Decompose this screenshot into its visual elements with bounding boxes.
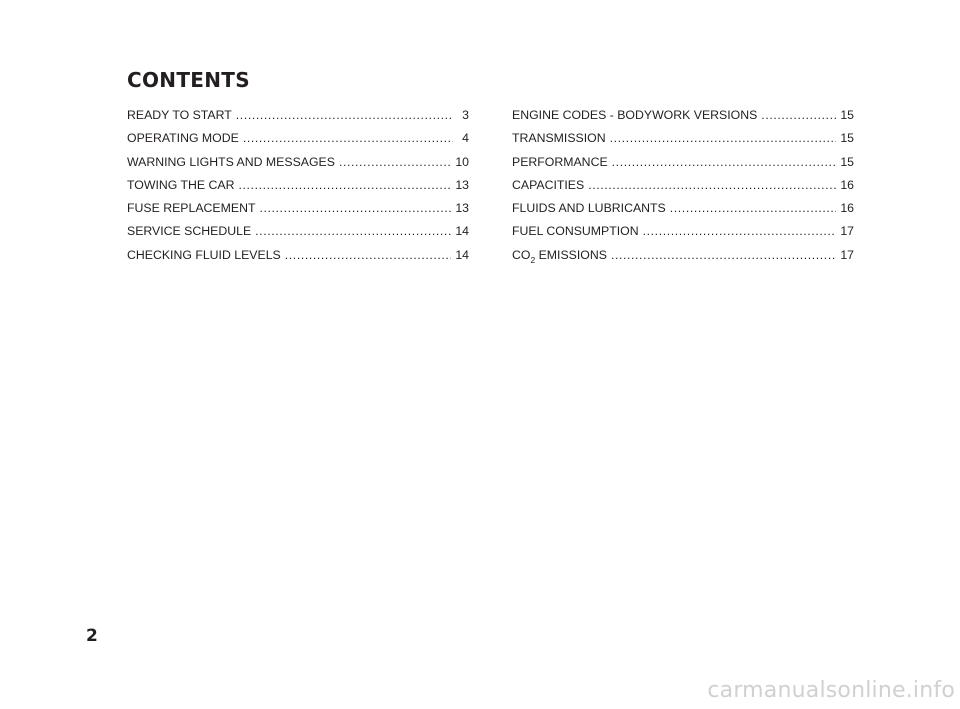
toc-entry-page: 17	[840, 247, 854, 262]
toc-entry-title: TOWING THE CAR	[127, 177, 235, 192]
toc-entry-page: 14	[455, 247, 469, 262]
toc-entry-page: 4	[462, 131, 469, 146]
page-number: 2	[86, 626, 98, 646]
watermark-text: carmanualsonline.info	[707, 678, 955, 703]
toc-entry-capacities[interactable]	[512, 176, 854, 199]
toc-entry-title: TRANSMISSION	[512, 131, 606, 146]
toc-entry-fuel-consumption[interactable]	[512, 222, 854, 245]
toc-entry-page: 15	[840, 108, 854, 122]
toc-entry-transmission[interactable]	[512, 129, 854, 152]
toc-entry-page: 15	[840, 154, 854, 169]
toc-dot-leader	[588, 176, 836, 194]
toc-title-prefix: CO	[512, 247, 531, 262]
toc-entry-page: 13	[455, 177, 469, 192]
toc-entry-engine-codes[interactable]	[512, 106, 854, 129]
toc-entry-title: OPERATING MODE	[127, 131, 239, 146]
toc-entry-ready-to-start[interactable]	[127, 106, 469, 129]
toc-title-suffix: EMISSIONS	[535, 247, 607, 262]
toc-entry-performance[interactable]	[512, 153, 854, 176]
toc-entry-page: 14	[455, 224, 469, 239]
toc-dot-leader	[255, 222, 451, 240]
toc-dot-leader	[285, 246, 452, 264]
toc-entry-title: FLUIDS AND LUBRICANTS	[512, 201, 666, 216]
toc-entry-page: 3	[462, 108, 469, 122]
toc-entry-fluids-and-lubricants[interactable]	[512, 199, 854, 222]
toc-entry-co2-emissions[interactable]	[512, 246, 854, 269]
toc-right-column	[512, 106, 854, 269]
toc-entry-warning-lights[interactable]	[127, 153, 469, 176]
toc-dot-leader	[761, 106, 836, 124]
toc-dot-leader	[643, 222, 837, 240]
toc-dot-leader	[611, 246, 836, 264]
contents-heading: CONTENTS	[127, 68, 250, 92]
toc-entry-fuse-replacement[interactable]	[127, 199, 469, 222]
toc-dot-leader	[243, 129, 453, 147]
toc-entry-title: WARNING LIGHTS AND MESSAGES	[127, 154, 335, 169]
toc-entry-towing-the-car[interactable]	[127, 176, 469, 199]
toc-dot-leader	[239, 176, 452, 194]
toc-dot-leader	[670, 199, 837, 217]
toc-entry-title: CAPACITIES	[512, 177, 585, 192]
toc-entry-title: FUEL CONSUMPTION	[512, 224, 639, 239]
toc-entry-page: 13	[455, 201, 469, 216]
toc-entry-page: 16	[840, 201, 854, 216]
toc-entry-title	[512, 246, 607, 264]
toc-dot-leader	[339, 153, 451, 171]
toc-dot-leader	[610, 129, 837, 147]
toc-entry-title: PERFORMANCE	[512, 154, 608, 169]
toc-entry-title: SERVICE SCHEDULE	[127, 224, 252, 239]
toc-dot-leader	[259, 199, 451, 217]
toc-dot-leader	[612, 153, 837, 171]
toc-entry-title: ENGINE CODES - BODYWORK VERSIONS	[512, 108, 758, 122]
toc-entry-page: 17	[840, 224, 854, 239]
toc-entry-operating-mode[interactable]	[127, 129, 469, 152]
toc-entry-page: 15	[840, 131, 854, 146]
toc-dot-leader	[236, 106, 453, 124]
toc-entry-page: 10	[455, 154, 469, 169]
toc-entry-title: READY TO START	[127, 108, 232, 122]
toc-entry-title: CHECKING FLUID LEVELS	[127, 247, 281, 262]
toc-entry-title: FUSE REPLACEMENT	[127, 201, 256, 216]
toc-entry-page: 16	[840, 177, 854, 192]
toc-title-subscript: 2	[530, 254, 536, 265]
toc-entry-service-schedule[interactable]	[127, 222, 469, 245]
toc-left-column	[127, 106, 469, 269]
toc-entry-checking-fluid-levels[interactable]	[127, 246, 469, 269]
